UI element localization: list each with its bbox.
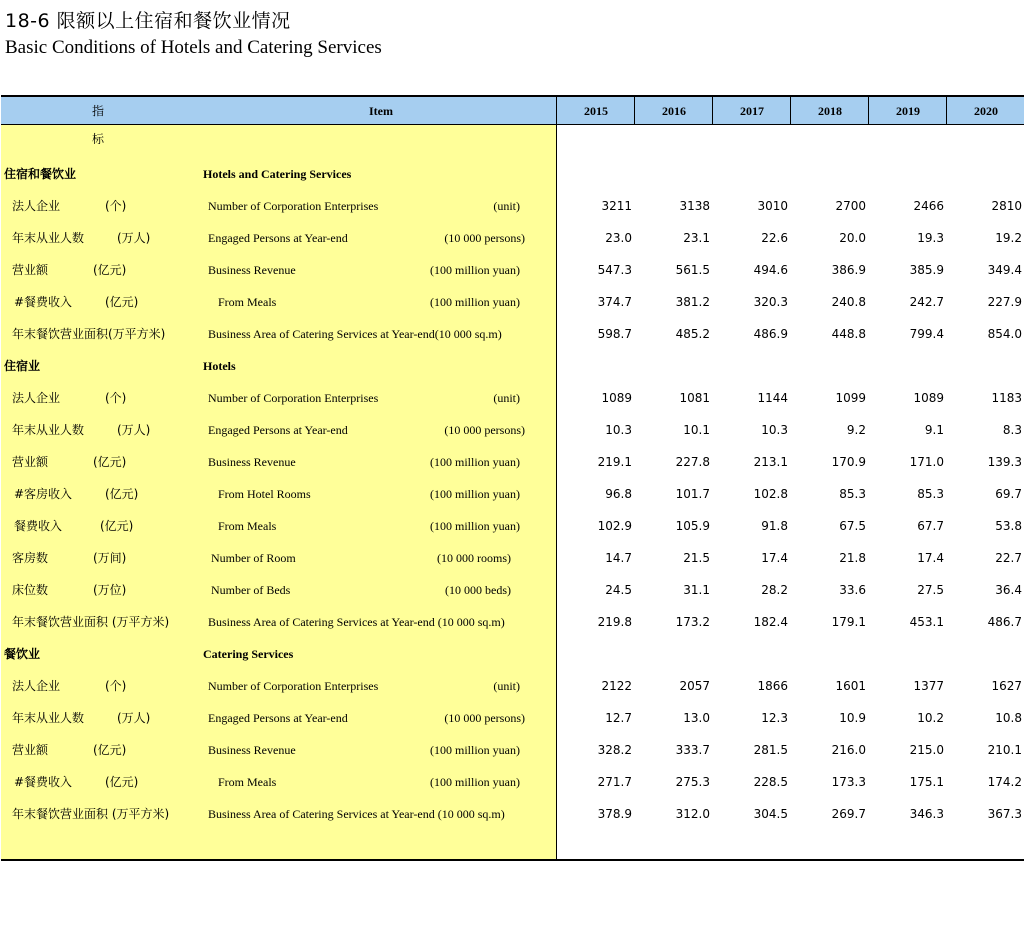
cell-value: 14.7 xyxy=(605,551,632,565)
header-year: 2017 xyxy=(712,97,791,125)
cell-value: 67.5 xyxy=(839,519,866,533)
row-label-cn: 营业额 xyxy=(12,455,49,469)
row-label-cn: 法人企业 xyxy=(12,199,61,213)
cell-value: 367.3 xyxy=(987,807,1022,821)
cell-value: 386.9 xyxy=(831,263,866,277)
row-label-cn: 年末从业人数 xyxy=(12,711,85,725)
cell-value: 173.3 xyxy=(831,775,866,789)
cell-value: 242.7 xyxy=(909,295,944,309)
cell-value: 381.2 xyxy=(675,295,710,309)
cell-value: 22.6 xyxy=(761,231,788,245)
row-label-en: Number of Corporation Enterprises xyxy=(208,679,379,693)
row-label-cn: 法人企业 xyxy=(12,391,61,405)
section-label-cn: 餐饮业 xyxy=(4,647,41,661)
cell-value: 349.4 xyxy=(987,263,1022,277)
cell-value: 228.5 xyxy=(753,775,788,789)
cell-value: 139.3 xyxy=(987,455,1022,469)
row-label-cn: #餐费收入 xyxy=(14,295,73,309)
row-unit-en: (unit) xyxy=(493,679,520,693)
header-zhibiao: 指 标 xyxy=(91,104,110,146)
table-row xyxy=(1,446,1024,478)
row-label-en: From Hotel Rooms xyxy=(218,487,311,501)
row-unit-en: (100 million yuan) xyxy=(430,263,520,277)
row-unit-en: (10 000 persons) xyxy=(444,423,525,437)
row-label-cn: 年末餐饮营业面积 (万平方米) xyxy=(12,807,170,821)
cell-value: 20.0 xyxy=(839,231,866,245)
cell-value: 23.1 xyxy=(683,231,710,245)
cell-value: 96.8 xyxy=(605,487,632,501)
section-row xyxy=(1,158,1024,190)
cell-value: 33.6 xyxy=(839,583,866,597)
table-row xyxy=(1,702,1024,734)
cell-value: 494.6 xyxy=(753,263,788,277)
row-label-en: Business Area of Catering Services at Year-end (10 000 sq.m) xyxy=(208,807,505,821)
row-label-en: Engaged Persons at Year-end xyxy=(208,711,348,725)
cell-value: 9.2 xyxy=(846,423,866,437)
row-unit-cn: (个) xyxy=(105,199,127,213)
cell-value: 67.7 xyxy=(917,519,944,533)
cell-value: 182.4 xyxy=(753,615,788,629)
cell-value: 21.5 xyxy=(683,551,710,565)
table-row xyxy=(1,222,1024,254)
cell-value: 2466 xyxy=(913,199,944,213)
cell-value: 1144 xyxy=(757,391,788,405)
row-label-cn: 营业额 xyxy=(12,743,49,757)
row-label-en: Business Revenue xyxy=(208,743,296,757)
table-row xyxy=(1,478,1024,510)
section-label-cn: 住宿业 xyxy=(4,359,41,373)
cell-value: 269.7 xyxy=(831,807,866,821)
cell-value: 219.1 xyxy=(597,455,632,469)
row-label-cn: 床位数 xyxy=(12,583,49,597)
row-label-en: Number of Room xyxy=(211,551,296,565)
cell-value: 485.2 xyxy=(675,327,710,341)
cell-value: 91.8 xyxy=(761,519,788,533)
cell-value: 21.8 xyxy=(839,551,866,565)
cell-value: 12.7 xyxy=(605,711,632,725)
cell-value: 85.3 xyxy=(839,487,866,501)
table-row xyxy=(1,382,1024,414)
cell-value: 22.7 xyxy=(995,551,1022,565)
cell-value: 19.2 xyxy=(995,231,1022,245)
cell-value: 346.3 xyxy=(909,807,944,821)
row-label-cn: 年末从业人数 xyxy=(12,231,85,245)
header-year: 2020 xyxy=(946,97,1025,125)
cell-value: 27.5 xyxy=(917,583,944,597)
header-item: Item xyxy=(369,104,393,118)
cell-value: 547.3 xyxy=(597,263,632,277)
cell-value: 174.2 xyxy=(987,775,1022,789)
row-unit-cn: (亿元) xyxy=(105,487,139,501)
cell-value: 175.1 xyxy=(909,775,944,789)
row-unit-cn: (个) xyxy=(105,391,127,405)
row-unit-en: (10 000 persons) xyxy=(444,231,525,245)
cell-value: 53.8 xyxy=(995,519,1022,533)
table-row xyxy=(1,190,1024,222)
cell-value: 2122 xyxy=(601,679,632,693)
cell-value: 170.9 xyxy=(831,455,866,469)
row-label-en: Business Area of Catering Services at Year-end (10 000 sq.m) xyxy=(208,615,505,629)
section-label-en: Hotels xyxy=(203,359,236,373)
row-unit-cn: (亿元) xyxy=(93,743,127,757)
cell-value: 561.5 xyxy=(675,263,710,277)
table-row xyxy=(1,510,1024,542)
row-unit-cn: (亿元) xyxy=(100,519,134,533)
row-label-cn: #客房收入 xyxy=(14,487,73,501)
cell-value: 1099 xyxy=(835,391,866,405)
row-label-en: From Meals xyxy=(218,295,277,309)
table-title-chinese: 18-6 限额以上住宿和餐饮业情况 xyxy=(5,10,291,32)
cell-value: 453.1 xyxy=(909,615,944,629)
cell-value: 173.2 xyxy=(675,615,710,629)
cell-value: 486.7 xyxy=(987,615,1022,629)
row-label-en: Business Area of Catering Services at Year-end(10 000 sq.m) xyxy=(208,327,502,341)
cell-value: 486.9 xyxy=(753,327,788,341)
cell-value: 1866 xyxy=(757,679,788,693)
cell-value: 69.7 xyxy=(995,487,1022,501)
cell-value: 328.2 xyxy=(597,743,632,757)
cell-value: 28.2 xyxy=(761,583,788,597)
cell-value: 271.7 xyxy=(597,775,632,789)
cell-value: 854.0 xyxy=(987,327,1022,341)
row-label-cn: 年末餐饮营业面积 (万平方米) xyxy=(12,615,170,629)
data-table xyxy=(1,95,1024,861)
table-row xyxy=(1,286,1024,318)
row-label-cn: 法人企业 xyxy=(12,679,61,693)
row-label-cn: 餐费收入 xyxy=(14,519,63,533)
cell-value: 1601 xyxy=(835,679,866,693)
header-year: 2019 xyxy=(868,97,947,125)
cell-value: 10.1 xyxy=(683,423,710,437)
cell-value: 85.3 xyxy=(917,487,944,501)
row-label-en: Engaged Persons at Year-end xyxy=(208,231,348,245)
cell-value: 10.3 xyxy=(761,423,788,437)
cell-value: 1089 xyxy=(913,391,944,405)
cell-value: 210.1 xyxy=(987,743,1022,757)
row-label-en: Number of Beds xyxy=(211,583,291,597)
row-unit-cn: (万人) xyxy=(117,423,151,437)
cell-value: 312.0 xyxy=(675,807,710,821)
cell-value: 219.8 xyxy=(597,615,632,629)
cell-value: 448.8 xyxy=(831,327,866,341)
cell-value: 8.3 xyxy=(1002,423,1022,437)
cell-value: 213.1 xyxy=(753,455,788,469)
cell-value: 10.8 xyxy=(995,711,1022,725)
table-bottom-border xyxy=(1,859,1024,861)
row-unit-en: (10 000 persons) xyxy=(444,711,525,725)
cell-value: 227.8 xyxy=(675,455,710,469)
row-label-en: Business Revenue xyxy=(208,263,296,277)
section-label-en: Hotels and Catering Services xyxy=(203,167,352,181)
table-row xyxy=(1,574,1024,606)
section-row xyxy=(1,638,1024,670)
cell-value: 799.4 xyxy=(909,327,944,341)
row-unit-en: (10 000 beds) xyxy=(445,583,511,597)
table-title-english: Basic Conditions of Hotels and Catering Services xyxy=(5,37,382,58)
section-label-en: Catering Services xyxy=(203,647,294,661)
row-label-en: From Meals xyxy=(218,775,277,789)
table-row xyxy=(1,606,1024,638)
cell-value: 101.7 xyxy=(675,487,710,501)
cell-value: 304.5 xyxy=(753,807,788,821)
header-year: 2018 xyxy=(790,97,869,125)
row-label-en: Engaged Persons at Year-end xyxy=(208,423,348,437)
row-unit-en: (100 million yuan) xyxy=(430,455,520,469)
cell-value: 13.0 xyxy=(683,711,710,725)
cell-value: 10.9 xyxy=(839,711,866,725)
table-row xyxy=(1,798,1024,830)
table-row xyxy=(1,254,1024,286)
cell-value: 10.3 xyxy=(605,423,632,437)
row-label-cn: #餐费收入 xyxy=(14,775,73,789)
cell-value: 3010 xyxy=(757,199,788,213)
cell-value: 1081 xyxy=(679,391,710,405)
table-row xyxy=(1,734,1024,766)
header-year: 2016 xyxy=(634,97,713,125)
row-unit-en: (100 million yuan) xyxy=(430,487,520,501)
cell-value: 2700 xyxy=(835,199,866,213)
row-unit-en: (unit) xyxy=(493,199,520,213)
table-row xyxy=(1,542,1024,574)
row-label-en: Number of Corporation Enterprises xyxy=(208,199,379,213)
cell-value: 215.0 xyxy=(909,743,944,757)
row-unit-en: (100 million yuan) xyxy=(430,519,520,533)
cell-value: 378.9 xyxy=(597,807,632,821)
cell-value: 2057 xyxy=(679,679,710,693)
cell-value: 385.9 xyxy=(909,263,944,277)
cell-value: 23.0 xyxy=(605,231,632,245)
cell-value: 31.1 xyxy=(683,583,710,597)
cell-value: 19.3 xyxy=(917,231,944,245)
cell-value: 275.3 xyxy=(675,775,710,789)
row-label-en: Business Revenue xyxy=(208,455,296,469)
cell-value: 2810 xyxy=(991,199,1022,213)
row-unit-cn: (万人) xyxy=(117,231,151,245)
cell-value: 374.7 xyxy=(597,295,632,309)
cell-value: 1377 xyxy=(913,679,944,693)
row-unit-en: (unit) xyxy=(493,391,520,405)
cell-value: 3211 xyxy=(601,199,632,213)
cell-value: 281.5 xyxy=(753,743,788,757)
cell-value: 102.8 xyxy=(753,487,788,501)
row-label-cn: 客房数 xyxy=(12,551,49,565)
table-row xyxy=(1,318,1024,350)
row-label-cn: 年末从业人数 xyxy=(12,423,85,437)
table-row xyxy=(1,414,1024,446)
section-label-cn: 住宿和餐饮业 xyxy=(4,167,77,181)
cell-value: 105.9 xyxy=(675,519,710,533)
cell-value: 102.9 xyxy=(597,519,632,533)
table-header xyxy=(1,95,1024,146)
row-unit-cn: (亿元) xyxy=(93,263,127,277)
cell-value: 1183 xyxy=(991,391,1022,405)
cell-value: 36.4 xyxy=(995,583,1022,597)
cell-value: 598.7 xyxy=(597,327,632,341)
row-label-en: From Meals xyxy=(218,519,277,533)
row-unit-en: (100 million yuan) xyxy=(430,743,520,757)
row-unit-cn: (亿元) xyxy=(105,775,139,789)
row-unit-cn: (万人) xyxy=(117,711,151,725)
cell-value: 320.3 xyxy=(753,295,788,309)
cell-value: 9.1 xyxy=(924,423,944,437)
row-unit-cn: (万位) xyxy=(93,583,127,597)
cell-value: 1089 xyxy=(601,391,632,405)
table-row xyxy=(1,766,1024,798)
cell-value: 10.2 xyxy=(917,711,944,725)
row-label-cn: 年末餐饮营业面积(万平方米) xyxy=(12,327,166,341)
cell-value: 227.9 xyxy=(987,295,1022,309)
row-unit-cn: (亿元) xyxy=(93,455,127,469)
cell-value: 216.0 xyxy=(831,743,866,757)
cell-value: 3138 xyxy=(679,199,710,213)
row-unit-cn: (万间) xyxy=(93,551,127,565)
cell-value: 240.8 xyxy=(831,295,866,309)
row-unit-cn: (亿元) xyxy=(105,295,139,309)
row-unit-en: (10 000 rooms) xyxy=(437,551,511,565)
row-unit-en: (100 million yuan) xyxy=(430,295,520,309)
header-year: 2015 xyxy=(556,97,635,125)
cell-value: 171.0 xyxy=(909,455,944,469)
cell-value: 17.4 xyxy=(917,551,944,565)
section-row xyxy=(1,350,1024,382)
row-label-cn: 营业额 xyxy=(12,263,49,277)
cell-value: 17.4 xyxy=(761,551,788,565)
row-unit-en: (100 million yuan) xyxy=(430,775,520,789)
table-row xyxy=(1,670,1024,702)
row-unit-cn: (个) xyxy=(105,679,127,693)
cell-value: 333.7 xyxy=(675,743,710,757)
cell-value: 24.5 xyxy=(605,583,632,597)
cell-value: 1627 xyxy=(991,679,1022,693)
cell-value: 12.3 xyxy=(761,711,788,725)
row-label-en: Number of Corporation Enterprises xyxy=(208,391,379,405)
cell-value: 179.1 xyxy=(831,615,866,629)
